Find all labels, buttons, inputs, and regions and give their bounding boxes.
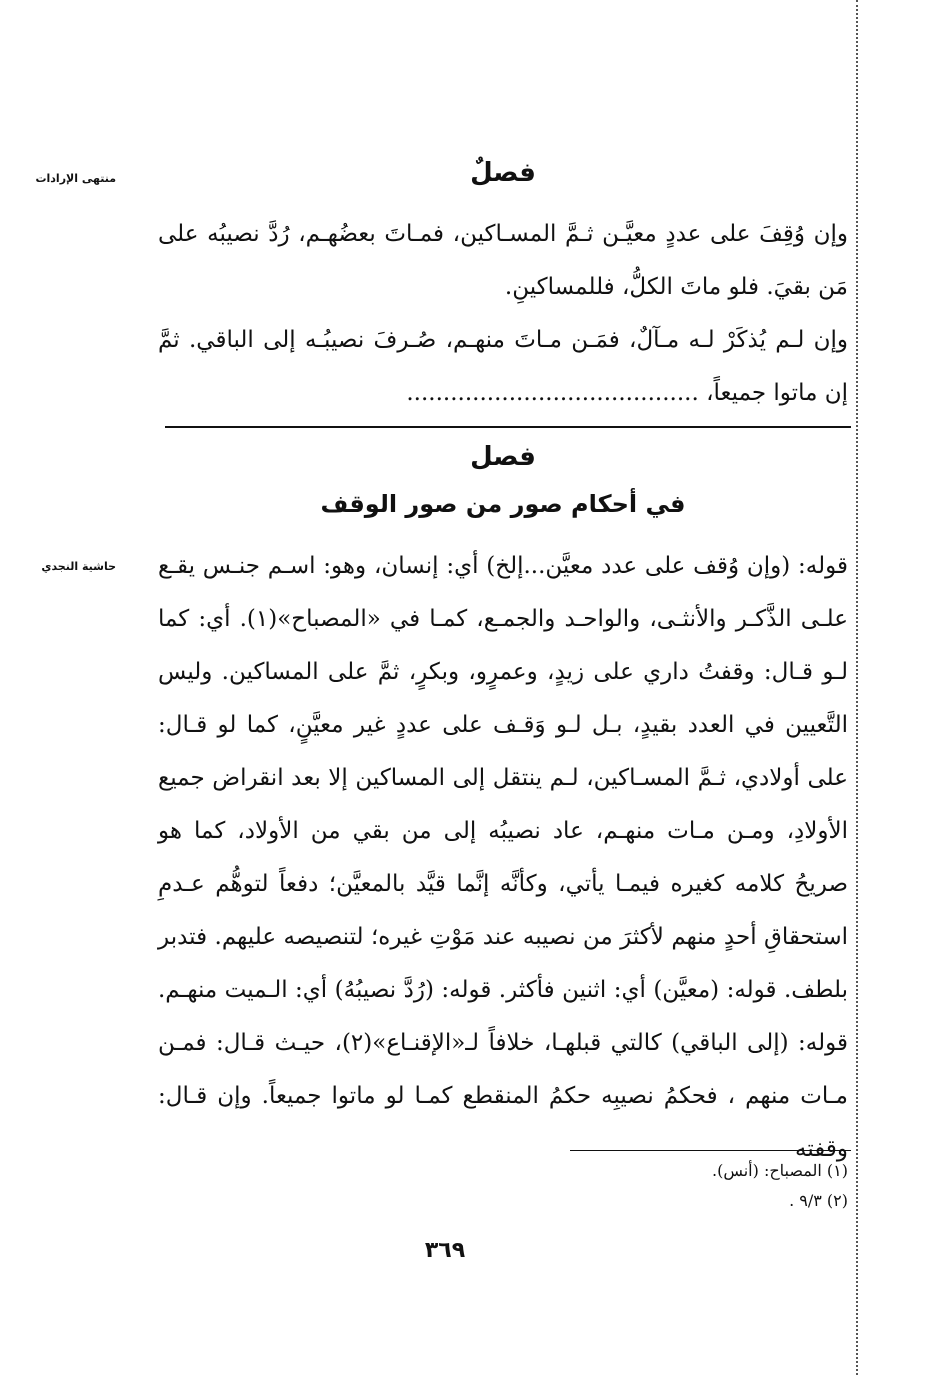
- commentary-subheading: في أحكام صور من صور الوقف: [320, 490, 686, 518]
- page-number: ٣٦٩: [424, 1238, 466, 1263]
- footnote-1: (١) المصباح: (أنس).: [712, 1161, 848, 1180]
- main-text-paragraph-1: وإن وُقِفَ على عددٍ معيَّـن ثـمَّ المسـاكين، فمـاتَ بعضُهـم، رُدَّ نصيبُه على مَن بقيَ. فلو ماتَ الكلُّ، فللمساكينِ.: [158, 221, 848, 300]
- side-label-commentary: حاشية النجدي: [41, 560, 116, 573]
- side-label-main-text: منتهى الإرادات: [35, 172, 116, 185]
- commentary-heading: فصل: [470, 442, 536, 472]
- main-text-heading: فصلٌ: [470, 158, 536, 188]
- main-text-paragraph-2: [158, 314, 848, 420]
- footnote-separator: [570, 1150, 851, 1151]
- section-divider: [165, 426, 851, 428]
- continuation-dots: ........................................: [406, 380, 699, 406]
- main-text-body: [158, 208, 848, 420]
- commentary-body: [158, 540, 848, 1176]
- commentary-paragraph: قوله: (وإن وُقف على عدد معيَّن...إلخ) أي: إنسان، وهو: اسـم جنـس يقـع علـى الذَّكـر والأنثـى، والواحـد والجمـع، كمـا في «المصباح»(١). أي: كما لـو قـال: وقفتُ داري على زيدٍ، وعمرٍو، وبكرٍ، ثمَّ على المساكين. وليس التَّعيين في العدد بقيدٍ، بـل لـو وَقـف على عددٍ غير معيَّنٍ، كما لو قـال: على أولادي، ثـمَّ المسـاكين، لـم ينتقل إلى المساكين إلا بعد انقراض جميع الأولادِ، ومـن مـات منهـم، عاد نصيبُه إلى من بقي من الأولاد، كما هو صريحُ كلامه كغيره فيمـا يأتي، وكأنَّه إنَّما قيَّد بالمعيَّن؛ دفعاً لتوهُّم عـدمِ استحقاقِ أحدٍ منهم لأكثرَ من نصيبه عند مَوْتِ غيره؛ لتنصيصه عليهم. فتدبر بلطف. قوله: (معيَّن) أي: اثنين فأكثر. قوله: (رُدَّ نصيبُهُ) أي: الـميت منهـم. قوله: (إلى الباقي) كالتي قبلهـا، خلافاً لـ«الإقنـاع»(٢)، حيـث قـال: فمـن مـات منهم ، فحكمُ نصيبِه حكمُ المنقطع كمـا لو ماتوا جميعاً. وإن قـال: وقفته: [158, 553, 848, 1162]
- binding-dotted-line: [856, 0, 858, 1375]
- footnote-2: (٢) ٩/٣ .: [789, 1191, 848, 1210]
- footnotes: [158, 1156, 848, 1216]
- main-text-paragraph-2-text: وإن لـم يُذكَرْ لـه مـآلٌ، فمَـن مـاتَ منهـم، صُـرفَ نصيبُـه إلى الباقي. ثمَّ إن ماتوا جميعاً،: [158, 327, 848, 406]
